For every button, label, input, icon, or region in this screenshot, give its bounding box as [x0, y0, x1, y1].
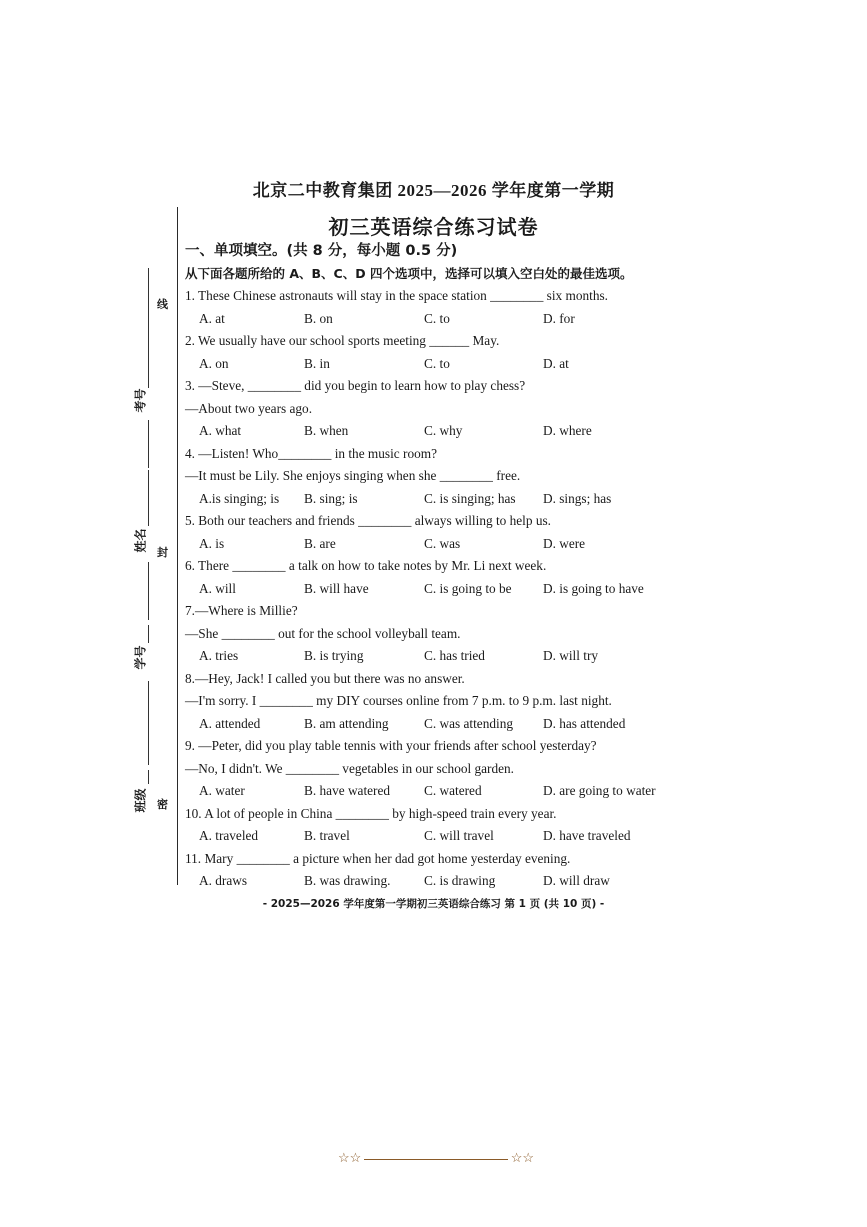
- option-a: A.is singing; is: [199, 490, 280, 506]
- answer-options: [185, 533, 685, 556]
- option-b: B. sing; is: [304, 490, 358, 506]
- question-item: [185, 668, 685, 736]
- answer-options: [185, 308, 685, 331]
- option-b: B. am attending: [304, 715, 389, 731]
- question-section: [185, 240, 685, 893]
- question-item: [185, 848, 685, 893]
- question-dialogue-line: —No, I didn't. We ________ vegetables in our school garden.: [185, 760, 515, 776]
- question-stem: 2. We usually have our school sports meeting ______ May.: [185, 333, 500, 348]
- question-stem: 9. —Peter, did you play table tennis with your friends after school yesterday?: [185, 738, 597, 753]
- question-stem: 6. There ________ a talk on how to take notes by Mr. Li next week.: [185, 558, 547, 573]
- option-c: C. to: [424, 310, 450, 326]
- question-stem: 5. Both our teachers and friends ________ always willing to help us.: [185, 513, 551, 528]
- page-footer: - 2025—2026 学年度第一学期初三英语综合练习 第 1 页 (共 10 页) -: [262, 898, 605, 910]
- exam-number-label: 考号: [133, 388, 148, 413]
- answer-options: [185, 780, 685, 803]
- option-b: B. will have: [304, 580, 369, 596]
- binding-margin-line: [177, 207, 178, 885]
- option-b: B. have watered: [304, 783, 391, 798]
- section-instruction: 从下面各题所给的 A、B、C、D 四个选项中，选择可以填入空白处的最佳选项。: [185, 266, 633, 281]
- watermark-stars-left: ☆☆: [338, 1150, 362, 1165]
- option-d: D. sings; has: [543, 490, 612, 506]
- question-list: [185, 285, 685, 893]
- class-label: 班级: [133, 788, 148, 813]
- option-d: D. has attended: [543, 715, 626, 731]
- question-item: [185, 600, 685, 668]
- answer-options: [185, 353, 685, 376]
- option-b: B. when: [304, 423, 349, 438]
- question-item: [185, 510, 685, 555]
- question-item: [185, 285, 685, 330]
- option-c: C. watered: [424, 783, 482, 798]
- option-b: B. is trying: [304, 648, 364, 663]
- question-dialogue-line: —She ________ out for the school volleyball team.: [185, 625, 461, 641]
- question-item: [185, 803, 685, 848]
- option-b: B. in: [304, 355, 330, 371]
- answer-options: [185, 713, 685, 736]
- answer-options: [185, 488, 685, 511]
- option-c: C. will travel: [424, 828, 494, 843]
- question-dialogue-line: —It must be Lily. She enjoys singing when she ________ free.: [185, 468, 521, 483]
- question-dialogue-line: —I'm sorry. I ________ my DIY courses online from 7 p.m. to 9 p.m. last night.: [185, 693, 612, 708]
- answer-options: [185, 645, 685, 668]
- option-a: A. attended: [199, 715, 261, 731]
- option-c: C. to: [424, 355, 450, 371]
- option-d: D. for: [543, 310, 575, 326]
- option-d: D. where: [543, 423, 592, 438]
- option-d: D. were: [543, 535, 586, 551]
- option-a: A. at: [199, 310, 225, 326]
- name-label: 姓名: [133, 528, 148, 553]
- option-b: B. was drawing.: [304, 873, 391, 888]
- answer-options: [185, 825, 685, 848]
- option-c: C. is drawing: [424, 873, 496, 888]
- exam-number-field: [122, 268, 162, 468]
- option-c: C. is going to be: [424, 580, 512, 596]
- school-title: 北京二中教育集团 2025—2026 学年度第一学期: [252, 181, 615, 200]
- option-a: A. on: [199, 355, 229, 371]
- question-item: [185, 555, 685, 600]
- option-a: A. tries: [199, 648, 239, 663]
- watermark-rule: [364, 1159, 508, 1160]
- answer-options: [185, 420, 685, 443]
- option-b: B. on: [304, 310, 333, 326]
- option-d: D. will draw: [543, 873, 610, 888]
- option-d: D. will try: [543, 648, 599, 663]
- question-item: [185, 735, 685, 803]
- section-heading: 一、单项填空。(共 8 分，每小题 0.5 分): [185, 243, 458, 259]
- name-field: [122, 470, 162, 620]
- option-c: C. is singing; has: [424, 490, 516, 506]
- class-field: [122, 770, 162, 830]
- watermark: [338, 1150, 534, 1170]
- option-a: A. traveled: [199, 828, 259, 843]
- question-stem: 7.—Where is Millie?: [185, 603, 298, 618]
- question-stem: 4. —Listen! Who________ in the music room?: [185, 445, 437, 461]
- option-c: C. has tried: [424, 648, 485, 663]
- question-item: [185, 375, 685, 443]
- option-a: A. will: [199, 580, 236, 596]
- binding-word-xian: 线: [157, 298, 168, 311]
- option-b: B. are: [304, 535, 336, 551]
- option-a: A. what: [199, 423, 242, 438]
- question-stem: 1. These Chinese astronauts will stay in the space station ________ six months.: [185, 288, 608, 303]
- answer-options: [185, 870, 685, 893]
- question-stem: 10. A lot of people in China ________ by high-speed train every year.: [185, 805, 557, 821]
- binding-word-feng: 封: [157, 546, 168, 559]
- option-d: D. at: [543, 355, 569, 371]
- option-d: D. is going to have: [543, 580, 644, 596]
- option-c: C. was attending: [424, 715, 514, 731]
- option-a: A. is: [199, 535, 225, 551]
- question-item: [185, 330, 685, 375]
- question-item: [185, 443, 685, 511]
- option-c: C. why: [424, 423, 463, 438]
- question-stem: 8.—Hey, Jack! I called you but there was no answer.: [185, 670, 465, 686]
- option-d: D. are going to water: [543, 783, 656, 798]
- option-b: B. travel: [304, 828, 350, 843]
- binding-word-mi: 密: [157, 798, 168, 811]
- watermark-stars-right: ☆☆: [510, 1150, 534, 1165]
- question-stem: 11. Mary ________ a picture when her dad got home yesterday evening.: [185, 850, 571, 866]
- option-a: A. draws: [199, 873, 248, 888]
- student-id-label: 学号: [133, 645, 148, 670]
- option-d: D. have traveled: [543, 828, 631, 843]
- paper-title: 初三英语综合练习试卷: [328, 217, 539, 239]
- question-dialogue-line: —About two years ago.: [185, 400, 313, 416]
- question-stem: 3. —Steve, ________ did you begin to learn how to play chess?: [185, 378, 526, 393]
- student-id-field: [122, 625, 162, 765]
- option-c: C. was: [424, 535, 461, 551]
- option-a: A. water: [199, 783, 245, 798]
- answer-options: [185, 578, 685, 601]
